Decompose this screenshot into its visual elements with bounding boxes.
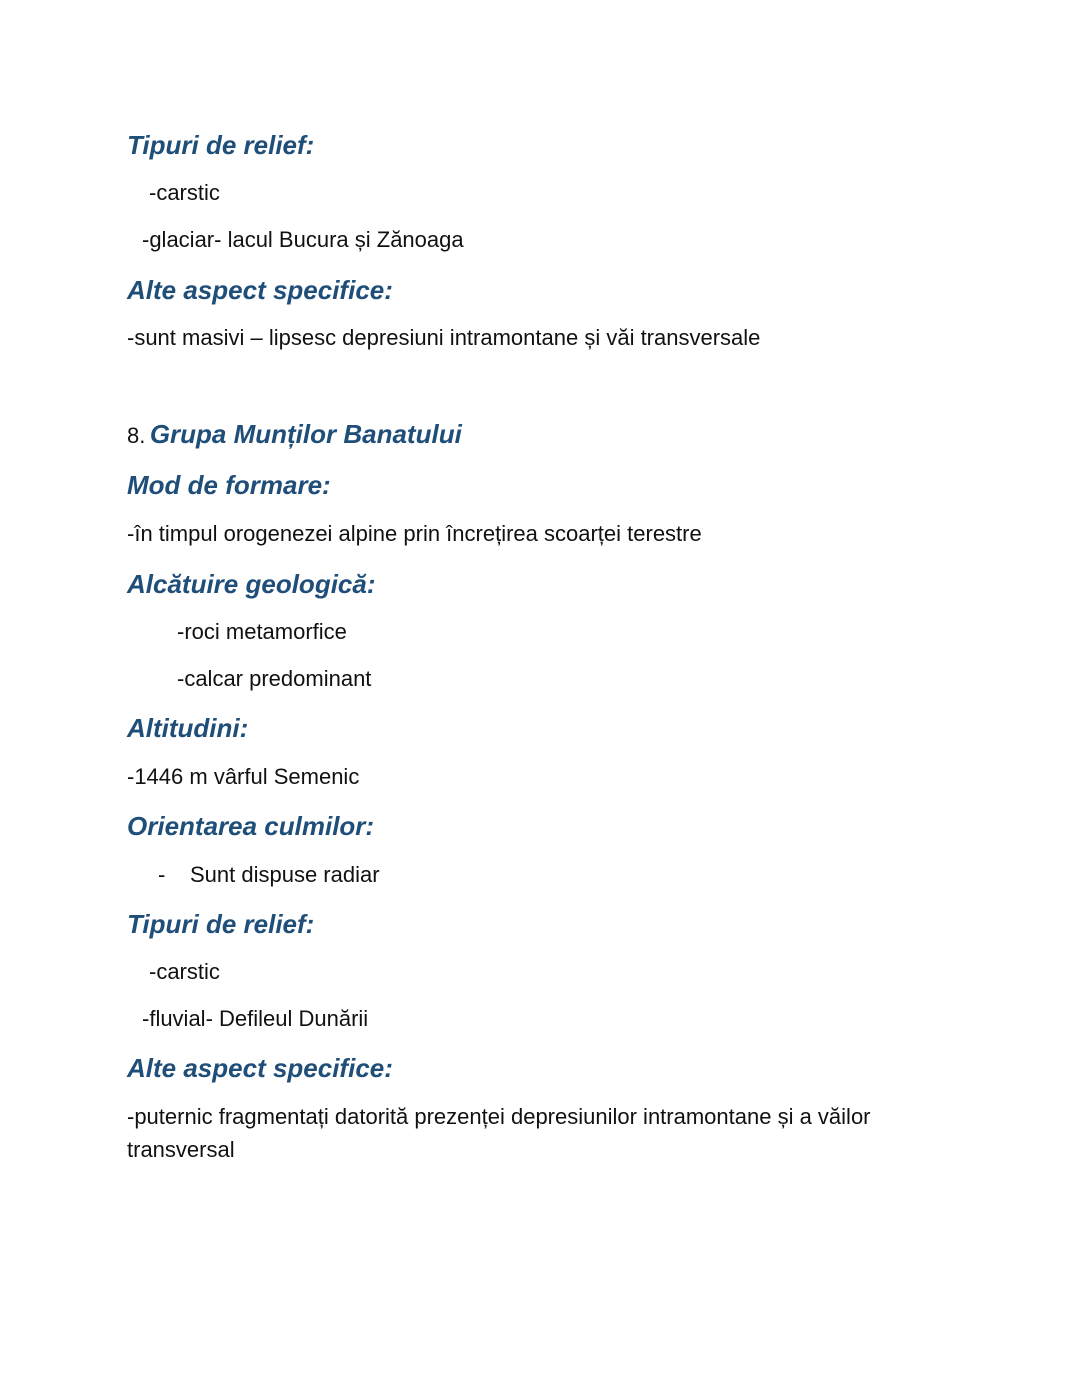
bullet-dash: -: [158, 862, 166, 887]
geology-item-limestone: -calcar predominant: [177, 666, 372, 691]
geology-item-metamorphic: -roci metamorfice: [177, 619, 347, 644]
altitude-heading: Altitudini:: [127, 713, 249, 743]
geology-heading: Alcătuire geologică:: [127, 569, 376, 599]
section-title: [127, 419, 462, 450]
altitude-text: -1446 m vârful Semenic: [127, 764, 360, 789]
formation-text: -în timpul orogenezei alpine prin încrețirea scoarței terestre: [127, 521, 702, 546]
relief-item-carstic: -carstic: [149, 180, 220, 205]
section-title-text: Grupa Munților Banatului: [149, 419, 462, 449]
other-aspects-text: -sunt masivi – lipsesc depresiuni intramontane și văi transversale: [127, 325, 761, 350]
relief-types-heading-2: Tipuri de relief:: [127, 909, 315, 939]
orientation-list-item: [158, 862, 380, 888]
other-aspects-text-line-1: -puternic fragmentați datorită prezenței depresiunilor intramontane și a văilor: [127, 1104, 871, 1129]
formation-heading: Mod de formare:: [127, 470, 331, 500]
other-aspects-heading: Alte aspect specifice:: [127, 275, 393, 305]
relief-item-glaciar: -glaciar- lacul Bucura și Zănoaga: [142, 227, 464, 252]
orientation-heading: Orientarea culmilor:: [127, 811, 375, 841]
other-aspects-text-line-2: transversal: [127, 1137, 235, 1162]
relief-types-heading: Tipuri de relief:: [127, 130, 315, 160]
section-number: 8.: [127, 423, 146, 448]
relief-item-carstic-2: -carstic: [149, 959, 220, 984]
other-aspects-heading-2: Alte aspect specifice:: [127, 1053, 393, 1083]
orientation-text: Sunt dispuse radiar: [190, 862, 380, 887]
relief-item-fluvial: -fluvial- Defileul Dunării: [142, 1006, 369, 1031]
